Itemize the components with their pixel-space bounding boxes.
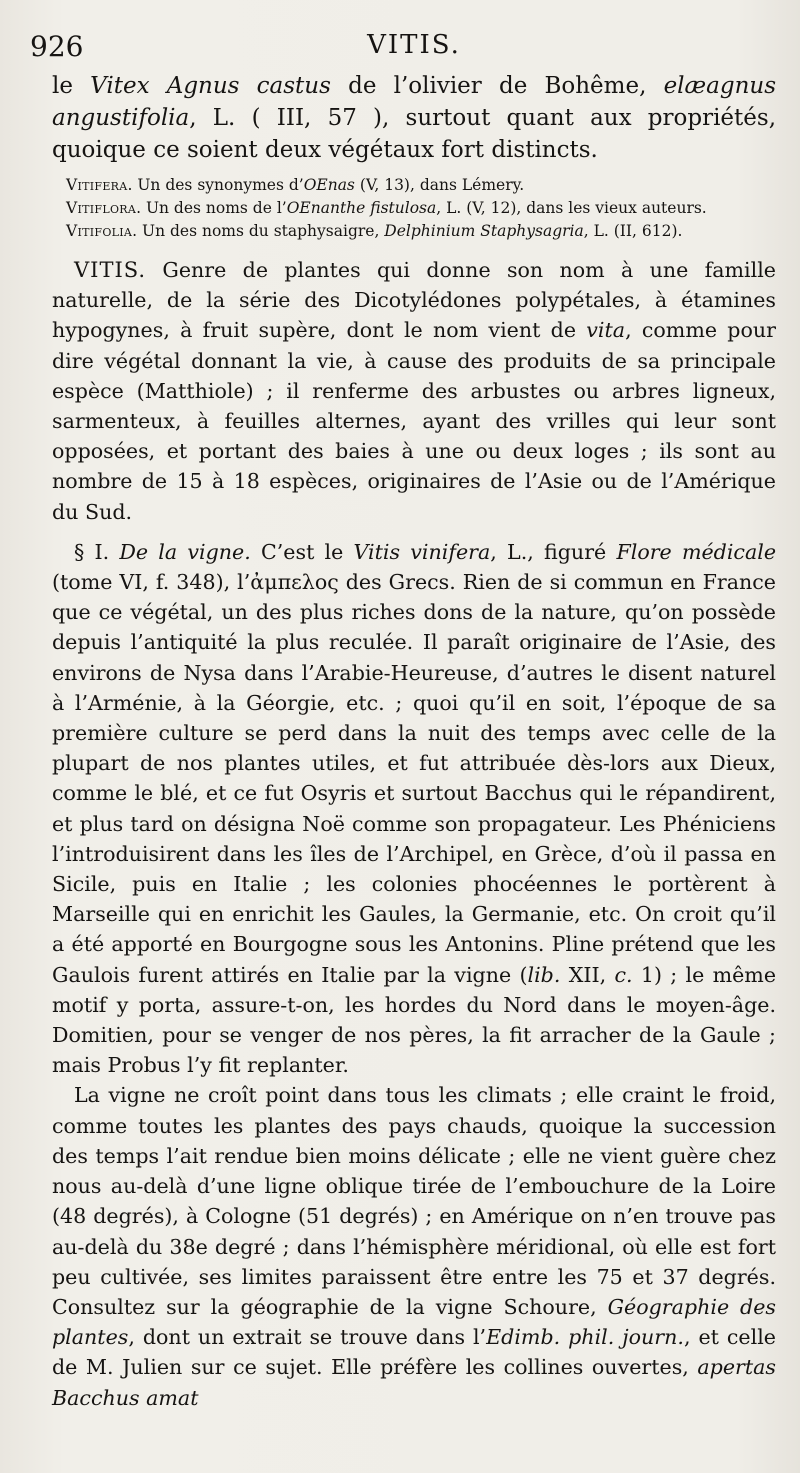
italic-term: Edimb. phil. journ.: [486, 1325, 684, 1350]
greek-word: ἀμπελος: [250, 570, 339, 595]
section-title: De la vigne.: [119, 539, 251, 564]
text-run: , L. ( III, 57 ), surtout quant aux propriétés, quoique ce soient deux végétaux fort distincts.: [52, 105, 776, 163]
italic-term: OEnas: [303, 176, 355, 194]
italic-term: Delphinium Staphysagria: [384, 222, 584, 240]
text-run: , L. (V, 12), dans les vieux auteurs.: [436, 199, 707, 217]
entry-paragraph-climats: [52, 1080, 776, 1412]
synonym-headword: Vitifolia: [66, 222, 133, 240]
text-run: , L., figuré: [490, 539, 617, 564]
text-run: (V, 13), dans Lémery.: [354, 176, 525, 194]
entry-paragraph-genus: [52, 255, 776, 527]
italic-term: elæagnus angustifolia: [52, 73, 777, 131]
italic-term: vita: [586, 318, 626, 343]
italic-term: apertas Bacchus amat: [52, 1355, 776, 1410]
page-header: [30, 26, 776, 70]
text-run: le: [52, 73, 91, 99]
text-run: , et celle de M. Julien sur ce sujet. Elle préfère les collines ouvertes,: [52, 1325, 776, 1380]
synonym-entry-vitifolia: [52, 220, 776, 243]
text-run: C’est le: [250, 539, 354, 564]
text-run: La vigne ne croît point dans tous les climats ; elle craint le froid, comme toutes les plantes des pays chauds, quoique la succession des temps l’ait rendue bien moins délicate ; elle ne vient guère chez nous au-delà d’une ligne oblique tirée de l’embouchure de la Loire (48 degrés), à Cologne (51 degrés) ; en Amérique on n’en trouve pas au-delà du 38e degré ; dans l’hémisphère méridional, où elle est fort peu cultivée, ses limites paraissent être entre les 75 et 37 degrés. Consultez sur la géographie de la vigne Schoure,: [52, 1083, 776, 1319]
text-run: de l’olivier de Bohême,: [330, 73, 664, 99]
text-run: des Grecs. Rien de si commun en France que ce végétal, un des plus riches dons de la nature, qu’on possède depuis l’antiquité la plus reculée. Il paraît originaire de l’Asie, des environs de Nysa dans l’Arabie-Heureuse, d’autres le disent naturel à l’Arménie, à la Géorgie, etc. ; quoi qu’il en soit, l’époque de sa première culture se perd dans la nuit des temps avec celle de la plupart de nos plantes utiles, et fut attribuée dès-lors aux Dieux, comme le blé, et ce fut Osyris et surtout Bacchus qui le répandirent, et plus tard on désigna Noë comme son propagateur. Les Phéniciens l’introduisirent dans les îles de l’Archipel, en Grèce, d’où il passa en Sicile, puis en Italie ; les colonies phocéennes le portèrent à Marseille qui en enrichit les Gaules, la Germanie, etc. On croit qu’il a été apporté en Bourgogne sous les Antonins. Pline prétend que les Gaulois furent attirés en Italie par la vigne (: [52, 570, 776, 987]
italic-term: Géographie des plantes: [52, 1294, 776, 1350]
italic-term: Flore médicale: [616, 539, 777, 564]
text-run: , comme pour dire végétal donnant la vie, à cause des produits de sa principale espèce (Matthiole) ; il renferme des arbustes ou arbres ligneux, sarmenteux, à feuilles alternes, ayant des vrilles qui leur sont opposées, et portant des baies à une ou deux loges ; ils sont au nombre de 15 à 18 espèces, originaires de l’Asie ou de l’Amérique du Sud.: [52, 318, 776, 524]
text-run: 1) ; le même motif y porta, assure-t-on, les hordes du Nord dans le moyen-âge. Domitien, pour se venger de nos pères, la fit arracher de la Gaule ; mais Probus l’y fit replanter.: [52, 962, 777, 1078]
entry-headword: VITIS.: [74, 258, 147, 282]
text-run: (tome VI, f. 348), l’: [52, 570, 251, 595]
section-marker: § I.: [74, 539, 120, 564]
continued-paragraph: [52, 70, 776, 166]
synonym-entry-vitifera: [52, 174, 776, 197]
italic-term: Vitex Agnus castus: [90, 73, 331, 99]
text-run: Genre de plantes qui donne son nom à une famille naturelle, de la série des Dicotylédones polypétales, à étamines hypogynes, à fruit supère, dont le nom vient de: [52, 258, 776, 343]
text-run: XII,: [560, 962, 615, 987]
running-title: VITIS.: [367, 30, 461, 60]
italic-term: c.: [614, 962, 633, 987]
page-number: 926: [30, 30, 84, 63]
text-run: . Un des noms de l’: [136, 199, 287, 217]
entry-paragraph-vigne: [52, 537, 776, 1081]
text-run: . Un des noms du staphysaigre,: [132, 222, 385, 240]
text-run: , dont un extrait se trouve dans l’: [128, 1325, 487, 1350]
synonym-headword: Vitiflora: [66, 199, 137, 217]
italic-term: lib.: [527, 962, 561, 987]
synonym-entry-vitiflora: [52, 197, 776, 220]
text-run: . Un des synonymes d’: [127, 176, 304, 194]
italic-term: OEnanthe fistulosa: [286, 199, 437, 217]
italic-term: Vitis vinifera: [353, 539, 491, 564]
text-run: , L. (II, 612).: [583, 222, 683, 240]
synonym-headword: Vitifera: [66, 176, 128, 194]
